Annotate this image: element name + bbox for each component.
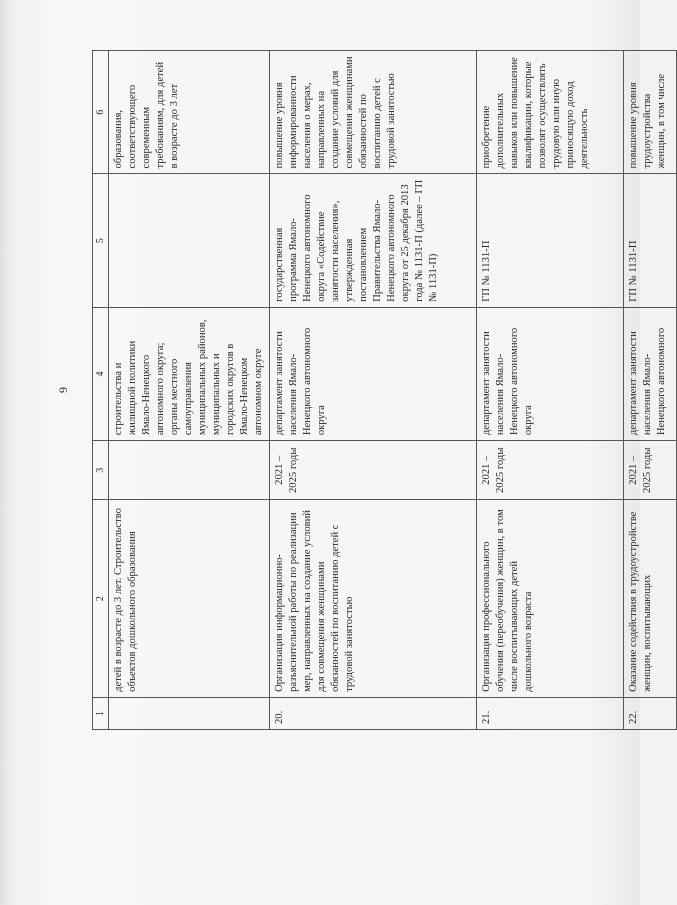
table-row [109, 51, 270, 730]
event-cell: Организация информационно-разъяснительной работы по реализации мер, направленных на создание условий для совмещения женщинами обязанностей по воспитанию детей с трудовой занятостью [269, 500, 476, 698]
executor-cell: строительства и жилищной политики Ямало-Ненецкого автономного округа; органы местного самоуправления муниципальных районов, муниципальных и городских округов в Ямало-Ненецком автономном округе [109, 307, 270, 440]
row-number [109, 697, 270, 729]
executor-cell: департамент занятости населения Ямало-Ненецкого автономного [623, 307, 676, 440]
result-cell: приобретение дополнительных навыков или повышение квалификации, которые позволят осуществлять трудовую или иную приносящую доход деятельность [476, 51, 623, 174]
executor-cell: департамент занятости населения Ямало-Ненецкого автономного округа [476, 307, 623, 440]
measures-table [92, 50, 677, 730]
table-row [623, 51, 676, 730]
period-cell: 2021 – 2025 годы [269, 441, 476, 500]
column-header: 5 [93, 174, 109, 307]
event-cell: Оказание содействия в трудоустройстве женщин, воспитывающих [623, 500, 676, 698]
basis-cell: ГП № 1131-П [623, 174, 676, 307]
table-row [476, 51, 623, 730]
basis-cell: государственная программа Ямало-Ненецкого автономного округа «Содействие занятости населения», утвержденная постановлением Правительства Ямало-Ненецкого автономного округа от 25 декабря 2013 года № 1131-П (далее – ГП № 1131-П) [269, 174, 476, 307]
period-cell: 2021 – 2025 годы [623, 441, 676, 500]
column-header: 1 [93, 697, 109, 729]
column-header: 6 [93, 51, 109, 174]
page-number: 9 [56, 387, 70, 393]
scan-edge-shadow [0, 0, 14, 905]
row-number: 20. [269, 697, 476, 729]
result-cell: повышение уровня трудоустройства женщин, в том числе [623, 51, 676, 174]
event-cell: детей в возрасте до 3 лет. Строительство объектов дошкольного образования [109, 500, 270, 698]
event-cell: Организация профессионального обучения (переобучения) женщин, в том числе воспитывающих детей дошкольного возраста [476, 500, 623, 698]
result-cell: повышение уровня информированности населения о мерах, направленных на создание условий для совмещения женщинами обязанностей по воспитанию детей с трудовой занятостью [269, 51, 476, 174]
executor-cell: департамент занятости населения Ямало-Ненецкого автономного округа [269, 307, 476, 440]
basis-cell [109, 174, 270, 307]
rotated-content [56, 50, 667, 730]
result-cell: образования, соответствующего современным требованиям, для детей в возрасте до 3 лет [109, 51, 270, 174]
basis-cell: ГП № 1131-П [476, 174, 623, 307]
period-cell: 2021 – 2025 годы [476, 441, 623, 500]
row-number: 21. [476, 697, 623, 729]
table-row [269, 51, 476, 730]
table-header-row [93, 51, 109, 730]
column-header: 2 [93, 500, 109, 698]
column-header: 4 [93, 307, 109, 440]
column-header: 3 [93, 441, 109, 500]
row-number: 22. [623, 697, 676, 729]
period-cell [109, 441, 270, 500]
